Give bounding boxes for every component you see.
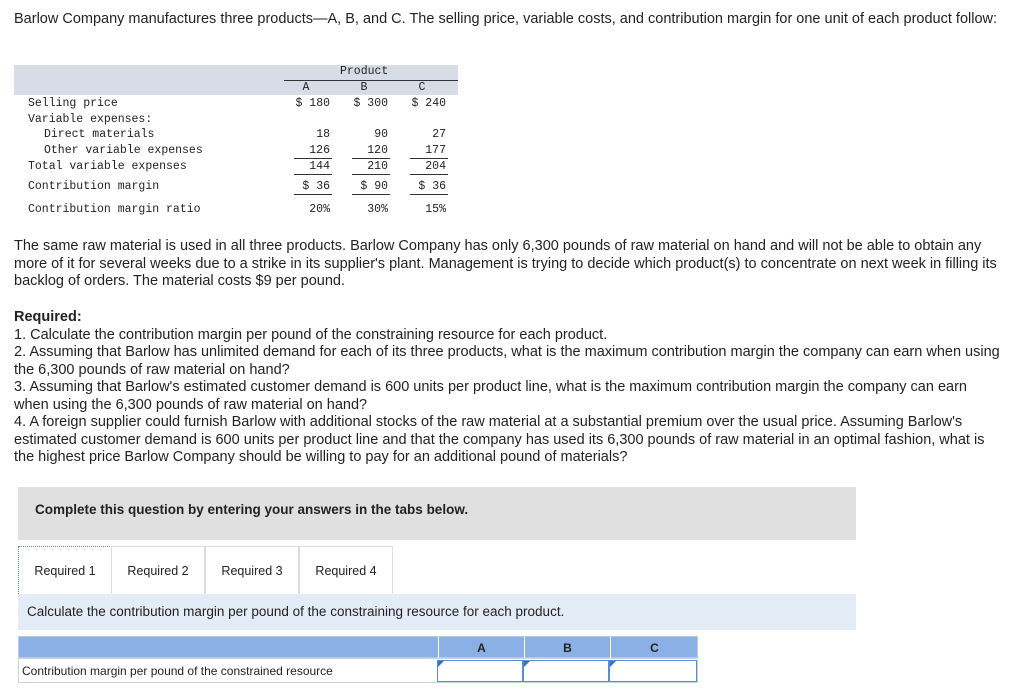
instructions-banner	[18, 487, 856, 540]
cell: 15%	[425, 203, 446, 216]
required-item-2: 2. Assuming that Barlow has unlimited demand for each of its three products, what is the maximum contribution margin the company can earn when using the 6,300 pounds of raw material on hand?	[14, 344, 1000, 378]
column-header-b: B	[360, 81, 368, 94]
required-heading: Required:	[14, 309, 82, 325]
input-marker-icon	[524, 661, 530, 667]
row-label: Direct materials	[44, 128, 155, 141]
input-marker-icon	[438, 661, 444, 667]
column-header-a: A	[302, 81, 310, 94]
tab-required-3[interactable]: Required 3	[205, 546, 299, 594]
table-row	[14, 97, 458, 113]
answer-header-row	[18, 636, 698, 658]
row-label: Contribution margin ratio	[28, 203, 201, 216]
row-label: Total variable expenses	[28, 160, 187, 173]
problem-description: The same raw material is used in all three products. Barlow Company has only 6,300 pounds of raw material on hand and will not be able to obtain any more of it for several weeks due to a strike in its supplier's plant. Management is trying to decide which product(s) to concentrate on next week in filling its backlog of orders. The material costs $9 per pound.	[14, 238, 997, 289]
required-item-1: 1. Calculate the contribution margin per pound of the constraining resource for each product.	[14, 326, 608, 343]
cell: 144	[309, 160, 330, 173]
cell: $ 240	[411, 97, 446, 110]
table-row	[14, 180, 458, 196]
row-label: Selling price	[28, 97, 118, 110]
required-section	[14, 309, 1004, 467]
answer-column-b: B	[524, 637, 610, 659]
answer-input-c[interactable]	[609, 660, 697, 682]
table-row	[14, 160, 458, 176]
cell: 90	[374, 128, 388, 141]
cell: $ 180	[295, 97, 330, 110]
tab-instruction	[18, 594, 856, 630]
banner-text: Complete this question by entering your answers in the tabs below.	[35, 502, 469, 517]
table-row	[14, 144, 458, 160]
intro-text: Barlow Company manufactures three products—A, B, and C. The selling price, variable costs, and contribution margin for one unit of each product follow:	[14, 11, 998, 27]
product-header: Product	[340, 65, 389, 78]
answer-input-b[interactable]	[523, 660, 609, 682]
cell: 204	[425, 160, 446, 173]
answer-column-a: A	[438, 637, 524, 659]
input-marker-icon	[610, 661, 616, 667]
cell: 27	[432, 128, 446, 141]
tab-required-2[interactable]: Required 2	[111, 546, 205, 594]
instruction-text: Calculate the contribution margin per pound of the constraining resource for each product.	[27, 604, 565, 619]
cell: $ 90	[360, 180, 388, 193]
cell: 30%	[367, 203, 388, 216]
cell: 120	[367, 144, 388, 157]
cell: 126	[309, 144, 330, 157]
row-label: Other variable expenses	[44, 144, 203, 157]
cell: $ 300	[353, 97, 388, 110]
table-row	[14, 128, 458, 144]
table-row	[14, 203, 458, 219]
column-header-c: C	[418, 81, 426, 94]
row-label: Contribution margin	[28, 180, 160, 193]
cell: $ 36	[302, 180, 330, 193]
cell: $ 36	[418, 180, 446, 193]
cell: 177	[425, 144, 446, 157]
required-item-4: 4. A foreign supplier could furnish Barlow with additional stocks of the raw material at a substantial premium over the usual price. Assuming Barlow's estimated customer demand is 600 units per product line and that the company has used its 6,300 pounds of raw material in an optimal fashion, what is the highest price Barlow Company should be willing to pay for an additional pound of materials?	[14, 414, 985, 465]
row-label: Variable expenses:	[28, 113, 153, 126]
cell: 210	[367, 160, 388, 173]
answer-input-a[interactable]	[437, 660, 523, 682]
required-item-3: 3. Assuming that Barlow's estimated customer demand is 600 units per product line, what is the maximum contribution margin the company can earn when using the 6,300 pounds of raw material on hand?	[14, 379, 967, 413]
cell: 18	[316, 128, 330, 141]
tab-required-4[interactable]: Required 4	[299, 546, 393, 594]
answer-column-c: C	[610, 637, 698, 659]
cell: 20%	[309, 203, 330, 216]
tab-required-1[interactable]: Required 1	[18, 546, 112, 594]
table-row	[14, 113, 458, 129]
answer-row-label: Contribution margin per pound of the constrained resource	[22, 664, 333, 678]
